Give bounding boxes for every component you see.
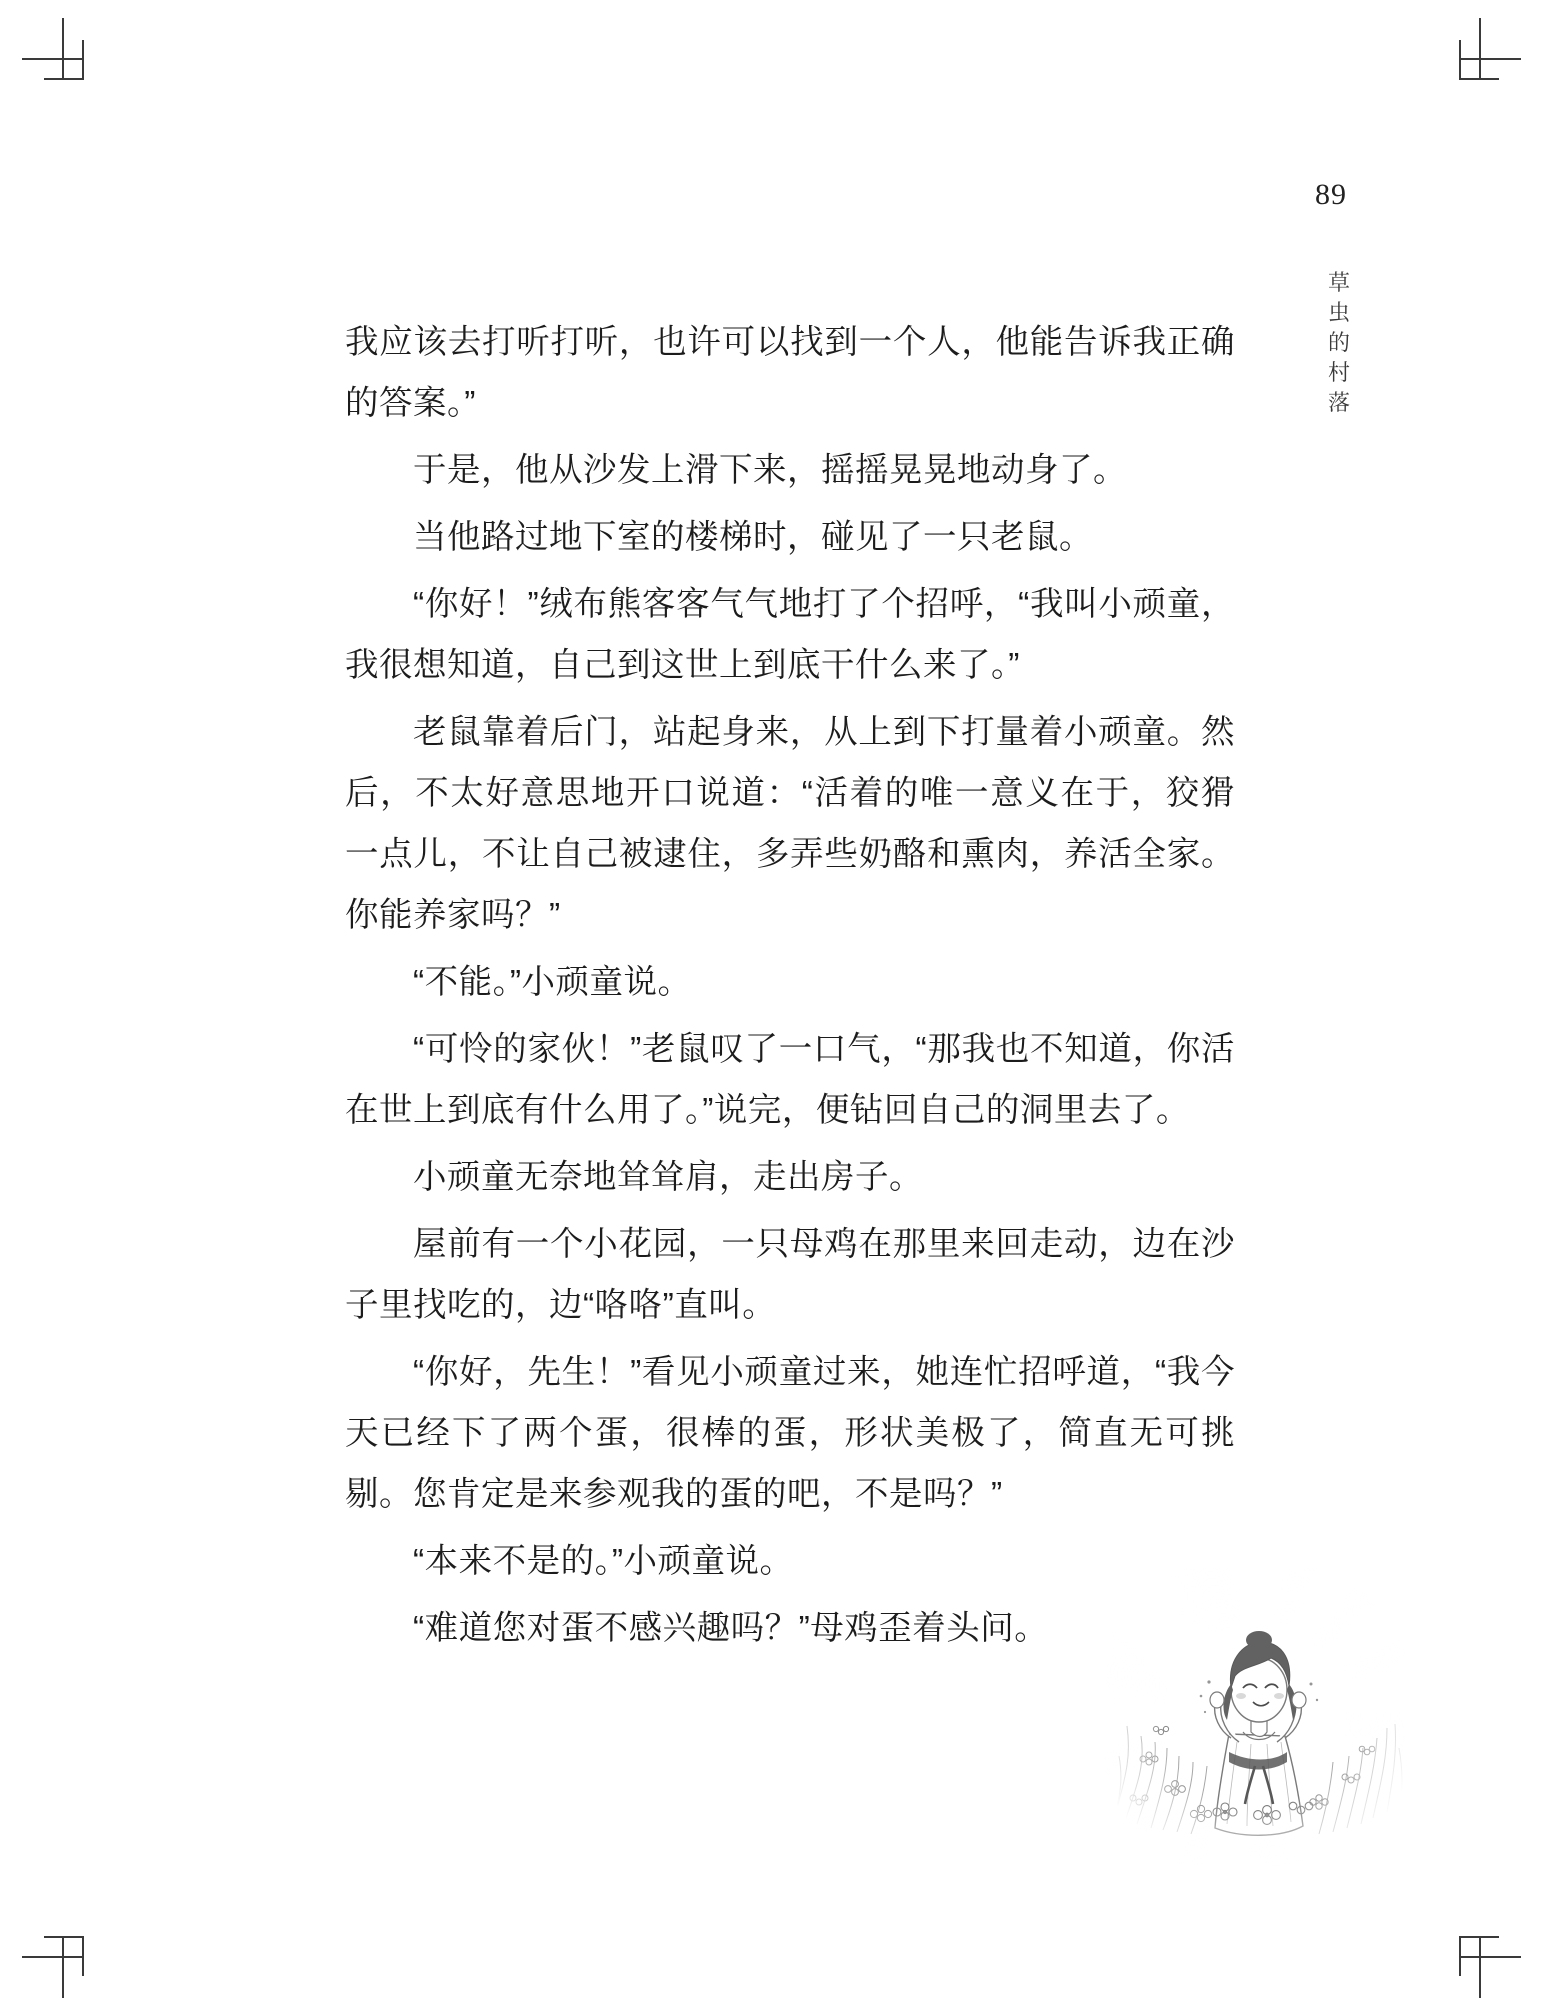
paragraph: 小顽童无奈地耸耸肩，走出房子。 [413, 1159, 923, 1196]
crop-mark-top-left [22, 18, 84, 80]
paragraph: 当他路过地下室的楼梯时，碰见了一只老鼠。 [413, 519, 1093, 556]
paragraph: “你好，先生！”看见小顽童过来，她连忙招呼道，“我今天已经下了两个蛋，很棒的蛋，形状美极了，简直无可挑剔。您肯定是来参观我的蛋的吧，不是吗？” [345, 1354, 1235, 1513]
running-title-char: 草 [1327, 270, 1352, 295]
running-title-char: 的 [1327, 330, 1352, 355]
page-number: 89 [1315, 178, 1347, 211]
paragraph: 我应该去打听打听，也许可以找到一个人，他能告诉我正确的答案。” [345, 324, 1235, 422]
crop-mark-bottom-left [22, 1936, 84, 1998]
paragraph: 屋前有一个小花园，一只母鸡在那里来回走动，边在沙子里找吃的，边“咯咯”直叫。 [345, 1226, 1235, 1324]
paragraph: “本来不是的。”小顽童说。 [413, 1543, 794, 1580]
paragraph: “不能。”小顽童说。 [413, 964, 692, 1001]
paragraph: “你好！”绒布熊客客气气地打了个招呼，“我叫小顽童，我很想知道，自己到这世上到底干什么来了。” [345, 586, 1235, 684]
running-title [1323, 268, 1357, 418]
running-title-char: 村 [1327, 360, 1352, 385]
crop-mark-bottom-right [1459, 1936, 1521, 1998]
crop-mark-top-right [1459, 18, 1521, 80]
running-title-char: 落 [1327, 390, 1352, 415]
running-title-char: 虫 [1327, 300, 1352, 325]
paragraph: 于是，他从沙发上滑下来，摇摇晃晃地动身了。 [413, 452, 1127, 489]
paragraph: 老鼠靠着后门，站起身来，从上到下打量着小顽童。然后，不太好意思地开口说道：“活着的唯一意义在于，狡猾一点儿，不让自己被逮住，多弄些奶酪和熏肉，养活全家。你能养家吗？” [345, 714, 1235, 934]
girl-in-flower-field-illustration [1105, 1566, 1405, 1866]
body-text [345, 312, 1235, 1665]
paragraph: “难道您对蛋不感兴趣吗？”母鸡歪着头问。 [413, 1610, 1049, 1647]
paragraph: “可怜的家伙！”老鼠叹了一口气，“那我也不知道，你活在世上到底有什么用了。”说完，便钻回自己的洞里去了。 [345, 1031, 1235, 1129]
